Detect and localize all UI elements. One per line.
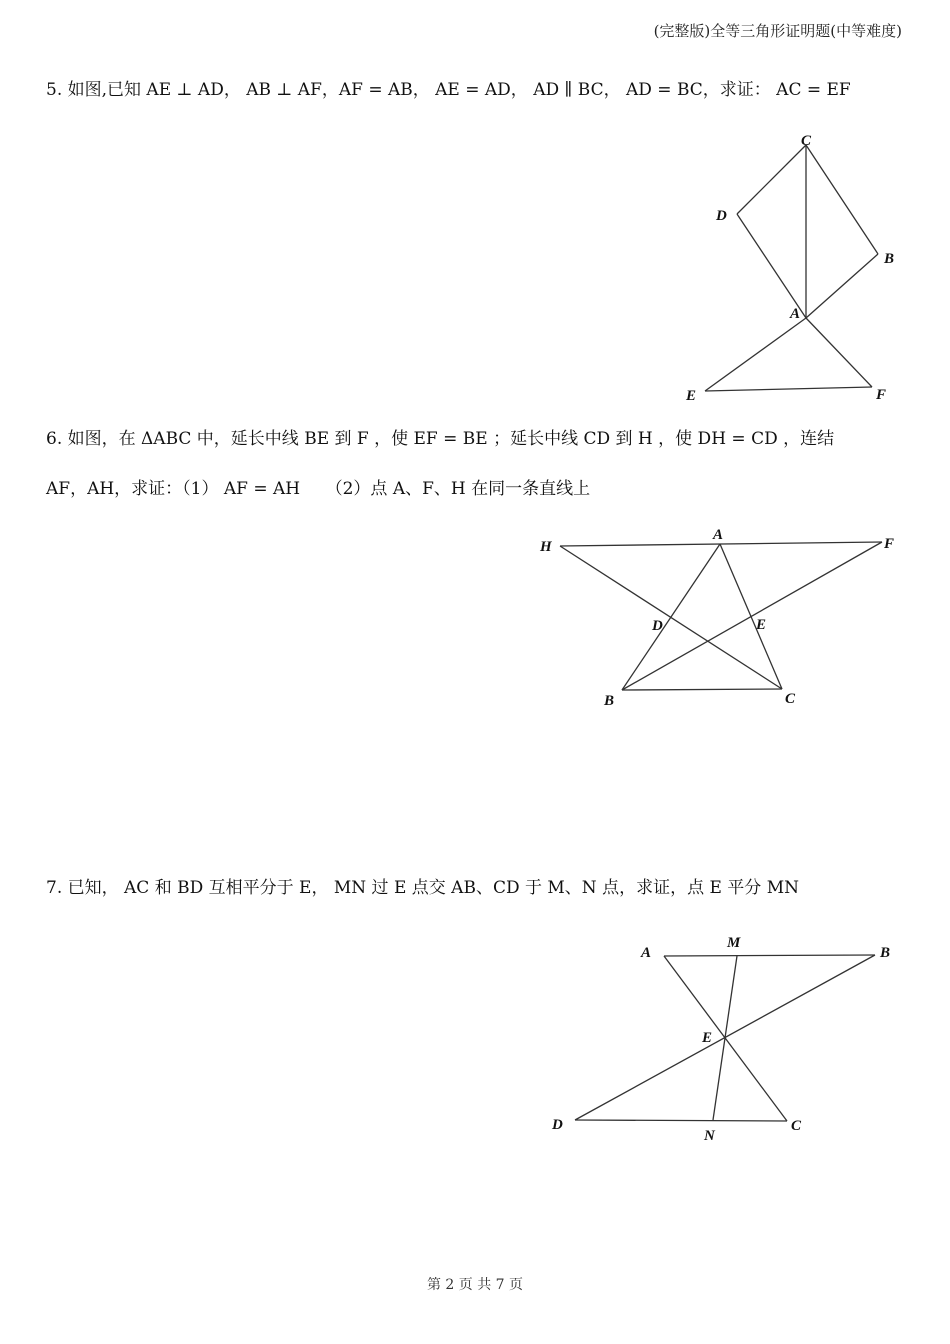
label-E: E xyxy=(756,617,767,633)
problem-5-line-1: 5. 如图,已知 AE ⊥ AD， AB ⊥ AF，AF = AB， AE = AD， AD ∥ BC， AD = BC，求证： AC = EF xyxy=(46,80,851,100)
label-D: D xyxy=(552,1117,563,1133)
problem-6-line-2: AF，AH，求证：（1） AF = AH （2）点 A、F、H 在同一条直线上 xyxy=(46,479,591,499)
label-M: M xyxy=(727,935,741,951)
problem-5-figure xyxy=(680,125,910,410)
label-H: H xyxy=(540,539,552,555)
label-N: N xyxy=(704,1128,715,1144)
label-F: F xyxy=(876,387,887,403)
segment-BA xyxy=(806,254,878,318)
label-A: A xyxy=(641,945,652,961)
segment-AF xyxy=(806,318,872,387)
label-B: B xyxy=(884,251,895,267)
label-F: F xyxy=(884,536,895,552)
segment-AE xyxy=(705,318,806,391)
label-B: B xyxy=(604,693,615,709)
segment-AB xyxy=(664,955,875,956)
label-D: D xyxy=(652,618,663,634)
label-C: C xyxy=(801,133,812,149)
segment-CB xyxy=(806,145,878,254)
label-D: D xyxy=(716,208,727,224)
problem-7-statement xyxy=(46,874,910,902)
problem-6-line-1: 6. 如图，在 ΔABC 中，延长中线 BE 到 F ，使 EF = BE ；延长中线 CD 到 H ，使 DH = CD ，连结 xyxy=(46,429,835,449)
label-A: A xyxy=(713,527,724,543)
problem-7-line-1: 7. 已知， AC 和 BD 互相平分于 E， MN 过 E 点交 AB、CD 于 M、N 点，求证，点 E 平分 MN xyxy=(46,878,799,898)
problem-7-figure xyxy=(545,928,910,1148)
segment-EF xyxy=(705,387,872,391)
label-B: B xyxy=(880,945,891,961)
segment-DC xyxy=(575,1120,787,1121)
label-C: C xyxy=(791,1118,802,1134)
label-E: E xyxy=(686,388,697,404)
segment-MN xyxy=(713,956,737,1120)
page-header: (完整版)全等三角形证明题(中等难度) xyxy=(653,22,902,40)
segment-DC xyxy=(737,145,806,214)
segment-DA xyxy=(737,214,806,318)
segment-BC xyxy=(622,689,782,690)
segment-BF xyxy=(622,542,882,690)
label-A: A xyxy=(790,306,801,322)
label-E: E xyxy=(702,1030,713,1046)
label-C: C xyxy=(785,691,796,707)
problem-5-statement xyxy=(46,76,910,104)
problem-6-figure xyxy=(530,520,910,715)
page-footer: 第 2 页 共 7 页 xyxy=(426,1277,524,1293)
problem-6-statement xyxy=(46,425,910,503)
